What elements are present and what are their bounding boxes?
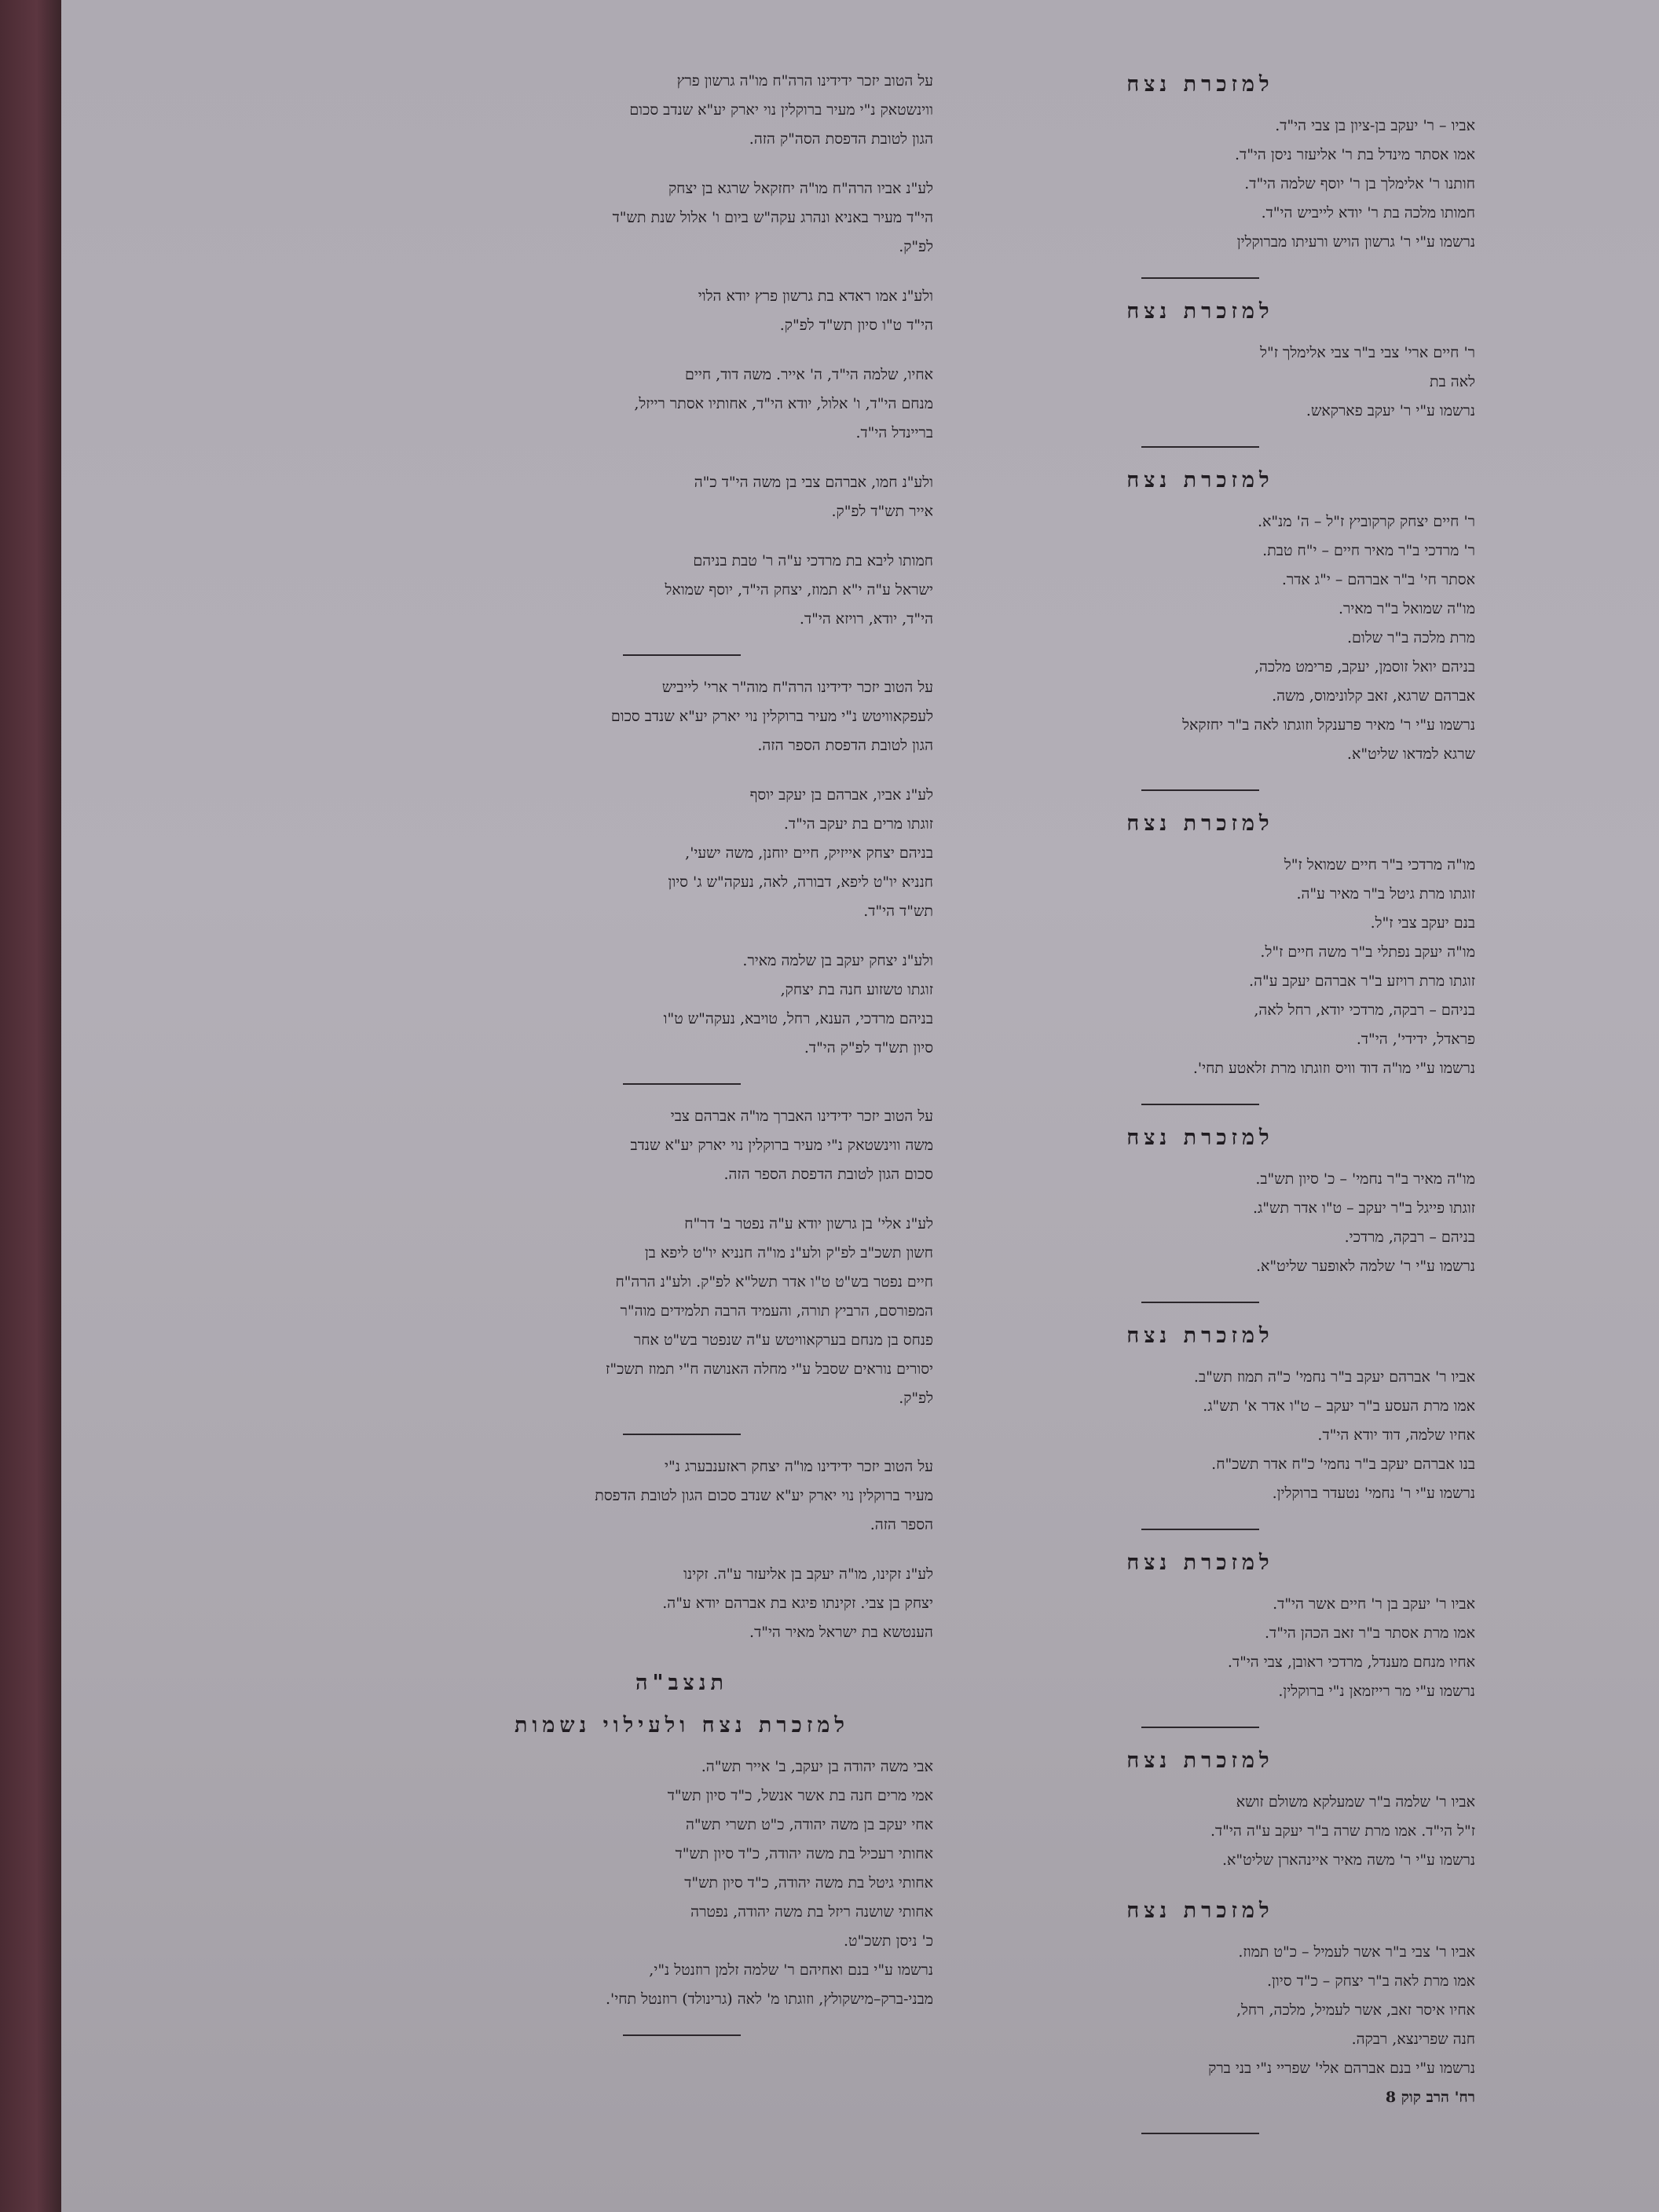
right-column [925, 63, 1475, 2152]
divider [1141, 789, 1259, 791]
text-line: ולע"נ אמו ראדא בת גרשון פרץ יודא הלוי [698, 287, 933, 305]
text-line: אמו מרת לאה ב"ר יצחק – כ"ד סיון. [1267, 1972, 1475, 1990]
text-line: נרשמו ע"י ר' יעקב פארקאש. [1306, 402, 1475, 419]
text-line: זוגתו פייגל ב"ר יעקב – ט"ו אדר תש"ג. [1252, 1199, 1475, 1217]
text-line: חמותו מלכה בת ר' יודא לייביש הי"ד. [1261, 204, 1475, 222]
block-title: למזכרת נצח [1126, 1899, 1274, 1923]
text-line: לע"נ אביו הרה"ח מו"ה יחזקאל שרגא בן יצחק [668, 180, 933, 197]
block-title: למזכרת נצח [1126, 299, 1274, 324]
text-line: על הטוב יזכר ידידינו האברך מו"ה אברהם צבי [670, 1108, 933, 1125]
text-line: הספר הזה. [870, 1516, 933, 1533]
text-line: אחי יעקב בן משה יהודה, כ"ט תשרי תש"ה [685, 1816, 933, 1833]
dedication-block [430, 1560, 933, 1647]
text-line: הגון לטובת הדפסת הספר הזה. [757, 737, 933, 754]
divider [623, 654, 741, 656]
memorial-block [925, 296, 1475, 426]
text-line: חמותו ליבא בת מרדכי ע"ה ר' טבת בניהם [693, 552, 933, 569]
memorial-block [925, 1320, 1475, 1508]
text-line: אחיו מנחם מענדל, מרדכי ראובן, צבי הי"ד. [1227, 1654, 1475, 1671]
text-line: מו"ה יעקב נפתלי ב"ר משה חיים ז"ל. [1260, 943, 1475, 961]
text-line: נרשמו ע"י ר' שלמה לאופער שליט"א. [1255, 1258, 1475, 1275]
text-line: משה ווינשטאק נ"י מעיר ברוקלין נוי יארק יע"א שנדב [630, 1137, 933, 1154]
divider [1141, 1104, 1259, 1105]
block-title: למזכרת נצח [1126, 1551, 1274, 1575]
text-line: לעפקאוויטש נ"י מעיר ברוקלין נוי יארק יע"א שנדב סכום [610, 708, 933, 725]
text-line: בריינדל הי"ד. [855, 424, 933, 441]
text-line: המפורסם, הרביץ תורה, והעמיד הרבה תלמידים מוה"ר [620, 1302, 933, 1320]
text-line: פראדל, ידידי', הי"ד. [1356, 1031, 1475, 1048]
text-line: אביו ר' צבי ב"ר אשר לעמיל – כ"ט תמוז. [1238, 1943, 1475, 1961]
block-title: למזכרת נצח [1126, 1324, 1274, 1348]
text-line: בנם יעקב צבי ז"ל. [1370, 914, 1475, 932]
text-line: אמו מרת אסתר ב"ר זאב הכהן הי"ד. [1265, 1624, 1475, 1642]
divider [623, 1083, 741, 1085]
text-line: חנה שפרינצא, רבקה. [1351, 2031, 1475, 2048]
text-line: יצחק בן צבי. זקינתו פיגא בת אברהם יודא ע"ה. [662, 1595, 933, 1612]
text-line: אביו – ר' יעקב בן-ציון בן צבי הי"ד. [1275, 117, 1475, 134]
divider [623, 2034, 741, 2036]
text-line: מבני-ברק–מישקולץ, וזוגתו מ' לאה (גרינולד) רוזנטל תחי'. [606, 1990, 933, 2008]
text-line: מעיר ברוקלין נוי יארק יע"א שנדב סכום הגון לטובת הדפסת [595, 1487, 933, 1504]
memorial-block [925, 1122, 1475, 1281]
text-line: תש"ד הי"ד. [863, 903, 933, 920]
dedication-block [430, 67, 933, 154]
dedication-block [430, 947, 933, 1063]
text-line: לפ"ק. [899, 1390, 933, 1407]
text-line: ז"ל הי"ד. אמו מרת שרה ב"ר יעקב ע"ה הי"ד. [1210, 1822, 1475, 1840]
text-line: מרת מלכה ב"ר שלום. [1347, 629, 1475, 646]
block-title: למזכרת נצח [1126, 1126, 1274, 1150]
divider [1141, 1302, 1259, 1303]
text-line: נרשמו ע"י ר' גרשון הויש ורעיתו מברוקלין [1236, 233, 1475, 251]
text-line: בניהם מרדכי, הענא, רחל, טויבא, נעקה"ש ט"ו [663, 1010, 933, 1027]
text-line: חנניא יו"ט ליפא, דבורה, לאה, נעקה"ש ג' סיון [668, 873, 933, 891]
text-line: ווינשטאק נ"י מעיר ברוקלין נוי יארק יע"א שנדב סכום [629, 101, 933, 119]
text-line: לע"נ אביו, אברהם בן יעקב יוסף [749, 786, 933, 804]
text-line: בניהם יואל זוסמן, יעקב, פרימט מלכה, [1254, 658, 1475, 676]
text-line: אמי מרים חנה בת אשר אנשל, כ"ד סיון תש"ד [667, 1787, 933, 1804]
memorial-block [430, 1710, 933, 2014]
dedication-block [430, 781, 933, 926]
text-line: מו"ה מרדכי ב"ר חיים שמואל ז"ל [1284, 856, 1475, 873]
text-line: בניהם – רבקה, מרדכי יודא, רחל לאה, [1254, 1002, 1475, 1019]
text-line: אחיו שלמה, דוד יודא הי"ד. [1317, 1426, 1475, 1444]
text-line: רח' הרב קוק 8 [1385, 2089, 1475, 2106]
text-line: יסורים נוראים שסבל ע"י מחלה האנושה ח"י תמוז תשכ"ז [606, 1361, 933, 1378]
divider [623, 1434, 741, 1435]
text-line: אביו ר' שלמה ב"ר שמעלקא משולם זושא [1236, 1793, 1475, 1811]
text-line: חותנו ר' אלימלך בן ר' יוסף שלמה הי"ד. [1244, 175, 1475, 192]
text-line: לע"נ אלי' בן גרשון יודא ע"ה נפטר ב' דר"ח [684, 1215, 933, 1232]
text-line: אבי משה יהודה בן יעקב, ב' אייר תש"ה. [701, 1758, 933, 1775]
block-title: למזכרת נצח [1126, 468, 1274, 493]
text-line: נרשמו ע"י מו"ה דוד וויס וזוגתו מרת זלאטע תחי'. [1192, 1060, 1475, 1077]
text-line: הי"ד ט"ו סיון תש"ד לפ"ק. [779, 317, 933, 334]
book-binding [0, 0, 61, 2212]
block-title: למזכרת נצח [1126, 1749, 1274, 1773]
text-line: מנחם הי"ד, ו' אלול, יודא הי"ד, אחותיו אסתר רייזל, [634, 395, 933, 412]
text-line: ר' חיים ארי' צבי ב"ר צבי אלימלך ז"ל [1260, 344, 1475, 361]
dedication-block [430, 361, 933, 448]
text-line: נרשמו ע"י ר' משה מאיר איינהארן שליט"א. [1221, 1851, 1475, 1869]
text-line: אחיו איסר זאב, אשר לעמיל, מלכה, רחל, [1236, 2001, 1475, 2019]
memorial-block [925, 1745, 1475, 1875]
text-line: הגון לטובת הדפסת הסה"ק הזה. [749, 130, 933, 148]
text-line: נרשמו ע"י ר' נחמי' נטעדר ברוקלין. [1272, 1485, 1475, 1502]
text-line: ר' מרדכי ב"ר מאיר חיים – י"ח טבת. [1262, 542, 1475, 559]
text-line: אחותי גיטל בת משה יהודה, כ"ד סיון תש"ד [684, 1874, 933, 1892]
text-line: ולע"נ חמו, אברהם צבי בן משה הי"ד כ"ה [694, 474, 933, 491]
text-line: נרשמו ע"י ר' מאיר פרענקל וזוגתו לאה ב"ר יחזקאל [1182, 716, 1475, 734]
memorial-block [925, 465, 1475, 769]
divider [1141, 1529, 1259, 1530]
text-line: אברהם שרגא, זאב קלונימוס, משה. [1272, 687, 1475, 705]
text-line: אחותי רעכיל בת משה יהודה, כ"ד סיון תש"ד [675, 1845, 933, 1862]
tantsba-heading: תנצב"ה [635, 1671, 728, 1695]
memorial-block [925, 808, 1475, 1083]
text-line: לפ"ק. [899, 238, 933, 255]
dedication-block [430, 1102, 933, 1189]
text-line: זוגתו מרים בת יעקב הי"ד. [783, 815, 933, 833]
dedication-block [430, 174, 933, 262]
text-line: לע"נ זקינו, מו"ה יעקב בן אליעזר ע"ה. זקינו [683, 1566, 933, 1583]
text-line: נרשמו ע"י מר רייזמאן נ"י ברוקלין. [1278, 1683, 1475, 1700]
text-line: זוגתו טשזוע חנה בת יצחק, [780, 981, 933, 998]
dedication-block [430, 547, 933, 634]
dedication-block [430, 1452, 933, 1540]
text-line: מו"ה שמואל ב"ר מאיר. [1338, 600, 1475, 617]
text-line: חשון תשכ"ב לפ"ק ולע"נ מו"ה חנניא יו"ט ליפא בן [644, 1244, 933, 1262]
text-line: סיון תש"ד לפ"ק הי"ד. [804, 1039, 933, 1057]
text-line: מו"ה מאיר ב"ר נחמי' – כ' סיון תש"ב. [1255, 1170, 1475, 1188]
memorial-block [925, 1547, 1475, 1706]
text-line: אחותי שושנה ריזל בת משה יהודה, נפטרה [690, 1903, 933, 1921]
memorial-block [925, 69, 1475, 257]
text-line: זוגתו מרת רויזע ב"ר אברהם יעקב ע"ה. [1249, 972, 1475, 990]
text-line: ולע"נ יצחק יעקב בן שלמה מאיר. [742, 952, 933, 969]
text-line: אמו מרת העסע ב"ר יעקב – ט"ו אדר א' תש"ג. [1203, 1397, 1475, 1415]
text-line: שרגא למדאו שליט"א. [1346, 745, 1475, 763]
dedication-block [430, 282, 933, 340]
text-line: הי"ד מעיר באניא ונהרג עקה"ש ביום ו' אלול שנת תש"ד [612, 209, 933, 226]
divider [1141, 446, 1259, 448]
text-line: אייר תש"ד לפ"ק. [831, 503, 933, 520]
text-line: לאה בת [1429, 373, 1475, 390]
block-title: למזכרת נצח [1126, 72, 1274, 97]
memorial-block [925, 1895, 1475, 2112]
text-line: על הטוב יזכר ידידינו מו"ה יצחק ראזענבערג נ"י [664, 1458, 933, 1475]
book-page [61, 0, 1659, 2212]
dedication-block [430, 673, 933, 760]
block-title: למזכרת נצח ולעילוי נשמות [515, 1713, 849, 1738]
text-line: אחיו, שלמה הי"ד, ה' אייר. משה דוד, חיים [685, 366, 933, 383]
text-line: סכום הגון לטובת הדפסת הספר הזה. [723, 1166, 933, 1183]
text-line: בנו אברהם יעקב ב"ר נחמי' כ"ח אדר תשכ"ח. [1211, 1456, 1475, 1473]
divider [1141, 277, 1259, 279]
text-line: בניהם – רבקה, מרדכי. [1344, 1229, 1475, 1246]
text-line: כ' ניסן תשכ"ט. [844, 1932, 933, 1950]
text-line: אביו ר' אברהם יעקב ב"ר נחמי' כ"ה תמוז תש"ב. [1193, 1368, 1475, 1386]
text-line: על הטוב יזכר ידידינו הרה"ח מוה"ר ארי' לייביש [661, 679, 933, 696]
divider [1141, 1727, 1259, 1728]
dedication-block [430, 468, 933, 526]
text-line: אסתר חי' ב"ר אברהם – י"ג אדר. [1281, 571, 1475, 588]
text-line: הענטשא בת ישראל מאיר הי"ד. [749, 1624, 933, 1641]
left-column [430, 67, 933, 2053]
text-line: אביו ר' יעקב בן ר' חיים אשר הי"ד. [1273, 1595, 1475, 1613]
text-line: פנחס בן מנחם בערקאוויטש ע"ה שנפטר בש"ט אחר [633, 1331, 933, 1349]
text-line: נרשמו ע"י בנם ואחיהם ר' שלמה זלמן רוזנטל נ"י, [649, 1961, 933, 1979]
text-line: הי"ד, יודא, רויזא הי"ד. [799, 610, 933, 628]
text-line: זוגתו מרת גיטל ב"ר מאיר ע"ה. [1296, 885, 1475, 903]
divider [1141, 2133, 1259, 2134]
text-line: אמו אסתר מינדל בת ר' אליעזר ניסן הי"ד. [1235, 146, 1475, 163]
text-line: נרשמו ע"י בנם אברהם אלי' שפריי נ"י בני ברק [1208, 2060, 1475, 2077]
text-line: בניהם יצחק אייזיק, חיים יוחנן, משה ישעי', [685, 844, 933, 862]
text-line: חיים נפטר בש"ט ט"ו אדר תשל"א לפ"ק. ולע"נ הרה"ח [615, 1273, 933, 1291]
block-title: למזכרת נצח [1126, 811, 1274, 836]
text-line: ר' חיים יצחק קרקוביץ ז"ל – ה' מנ"א. [1257, 513, 1475, 530]
text-line: ישראל ע"ה י"א תמוז, יצחק הי"ד, יוסף שמואל [665, 581, 933, 599]
dedication-block [430, 1210, 933, 1413]
text-line: על הטוב יזכר ידידינו הרה"ח מו"ה גרשון פרץ [676, 72, 933, 90]
